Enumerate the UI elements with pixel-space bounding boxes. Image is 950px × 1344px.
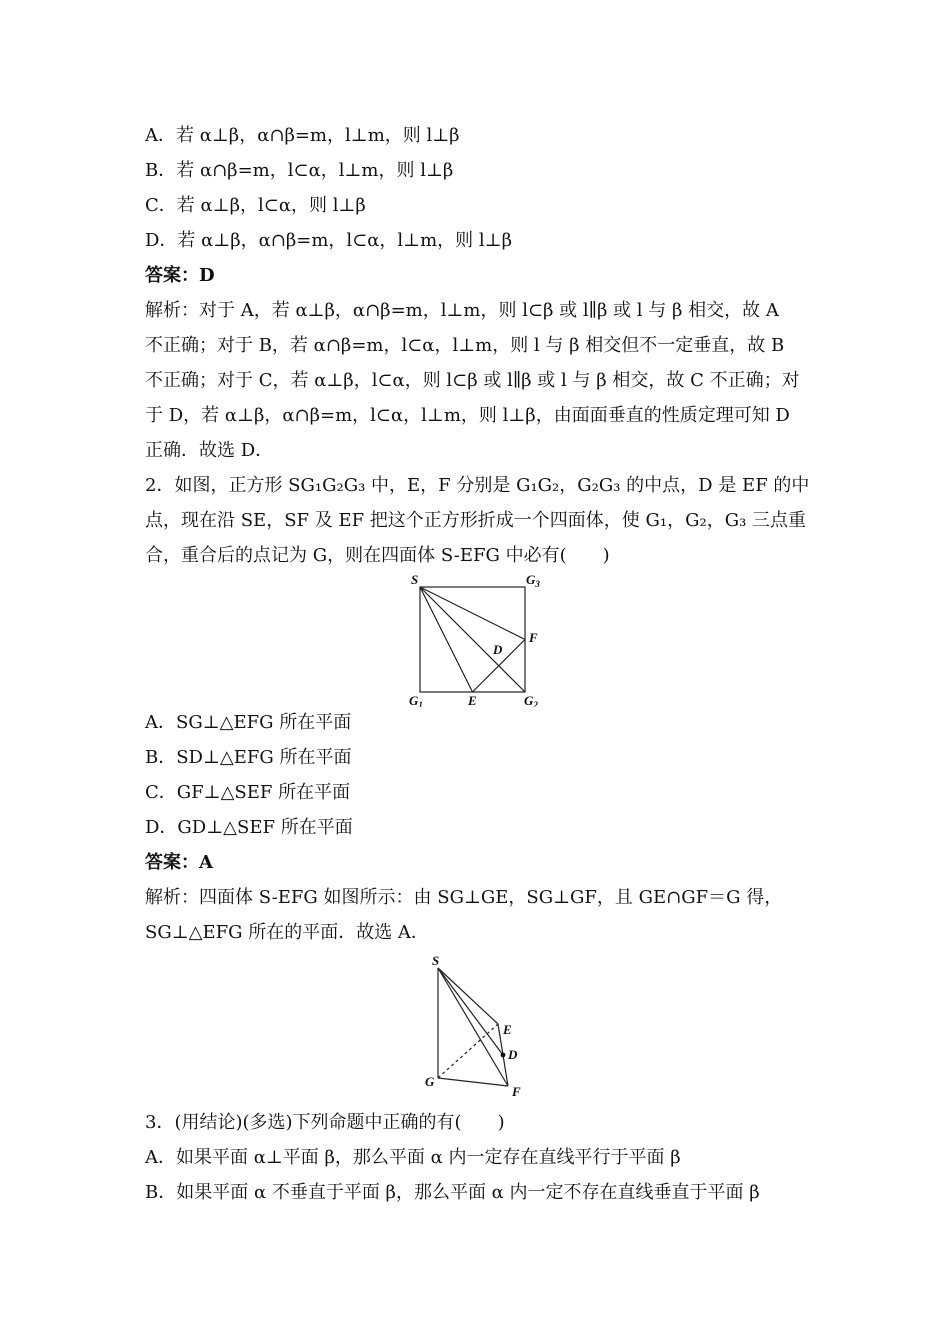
q1-answer: 答案：D [145,265,215,286]
label-f: F [512,1084,521,1099]
q1-option-b: B．若 α∩β=m，l⊂α，l⊥m，则 l⊥β [145,160,454,181]
q2-option-b: B．SD⊥△EFG 所在平面 [145,747,352,768]
q1-analysis-line-3: 不正确；对于 C，若 α⊥β，l⊂α，则 l⊂β 或 l∥β 或 l 与 β 相交，故 C 不正确；对 [145,370,800,391]
edge-g-f [438,1078,508,1086]
label-e: E [503,1022,512,1037]
q3-stem: 3．(用结论)(多选)下列命题中正确的有( ) [145,1112,505,1133]
q2-option-a: A．SG⊥△EFG 所在平面 [145,712,352,733]
label-f: F [529,630,538,645]
q3-option-b: B．如果平面 α 不垂直于平面 β，那么平面 α 内一定不存在直线垂直于平面 β [145,1182,760,1203]
label-g2: G [524,693,534,707]
segment-s-g2 [420,587,525,692]
q2-stem-line-1: 2．如图，正方形 SG₁G₂G₃ 中，E，F 分别是 G₁G₂，G₂G₃ 的中点，D 是 EF 的中 [145,475,810,496]
label-e: E [468,693,477,707]
q2-answer: 答案：A [145,852,213,873]
q2-stem-line-3: 合，重合后的点记为 G，则在四面体 S-EFG 中必有( ) [145,545,610,566]
label-d: D [493,642,503,657]
q1-option-c: C．若 α⊥β，l⊂α，则 l⊥β [145,195,366,216]
edge-s-d [438,968,503,1055]
q1-analysis-line-2: 不正确；对于 B，若 α∩β=m，l⊂α，l⊥m，则 l 与 β 相交但不一定垂直，故 B [145,335,785,356]
label-s: S [411,572,419,587]
edge-g-e-hidden [438,1024,498,1078]
q1-analysis-line-5: 正确．故选 D． [145,440,274,461]
q3-option-a: A．如果平面 α⊥平面 β，那么平面 α 内一定存在直线平行于平面 β [145,1147,681,1168]
point-d [501,1053,506,1058]
q1-option-a: A．若 α⊥β，α∩β=m，l⊥m，则 l⊥β [145,125,460,146]
segment-s-f [420,587,525,640]
edge-s-e [438,968,498,1024]
q2-stem-line-2: 点，现在沿 SE，SF 及 EF 把这个正方形折成一个四面体，使 G₁，G₂，G₃ 三点重 [145,510,807,531]
tetrahedron-diagram [420,952,530,1100]
label-g1-sub: 1 [418,700,423,707]
label-g1: G [409,693,419,707]
svg-text:G2 [524,693,538,707]
q1-analysis-line-4: 于 D，若 α⊥β，α∩β=m，l⊂α，l⊥m，则 l⊥β，由面面垂直的性质定理可知 D [145,405,790,426]
label-d: D [508,1047,518,1062]
square-diagram [405,572,545,707]
label-g3: G [526,572,536,587]
q1-option-d: D．若 α⊥β，α∩β=m，l⊂α，l⊥m，则 l⊥β [145,230,512,251]
label-s: S [432,953,440,968]
q2-analysis-line-2: SG⊥△EFG 所在的平面．故选 A． [145,922,429,943]
segment-s-e [420,587,473,692]
q2-analysis-line-1: 解析：四面体 S-EFG 如图所示：由 SG⊥GE，SG⊥GF，且 GE∩GF＝G 得， [145,887,783,908]
label-g2-sub: 2 [533,700,538,707]
q2-option-d: D．GD⊥△SEF 所在平面 [145,817,353,838]
svg-text:G3 [526,572,540,589]
q2-option-c: C．GF⊥△SEF 所在平面 [145,782,351,803]
label-g: G [425,1074,435,1089]
svg-text:G1 [409,693,423,707]
label-g3-sub: 3 [535,579,540,589]
q1-analysis-line-1: 解析：对于 A，若 α⊥β，α∩β=m，l⊥m，则 l⊂β 或 l∥β 或 l 与 β 相交，故 A [145,300,779,321]
